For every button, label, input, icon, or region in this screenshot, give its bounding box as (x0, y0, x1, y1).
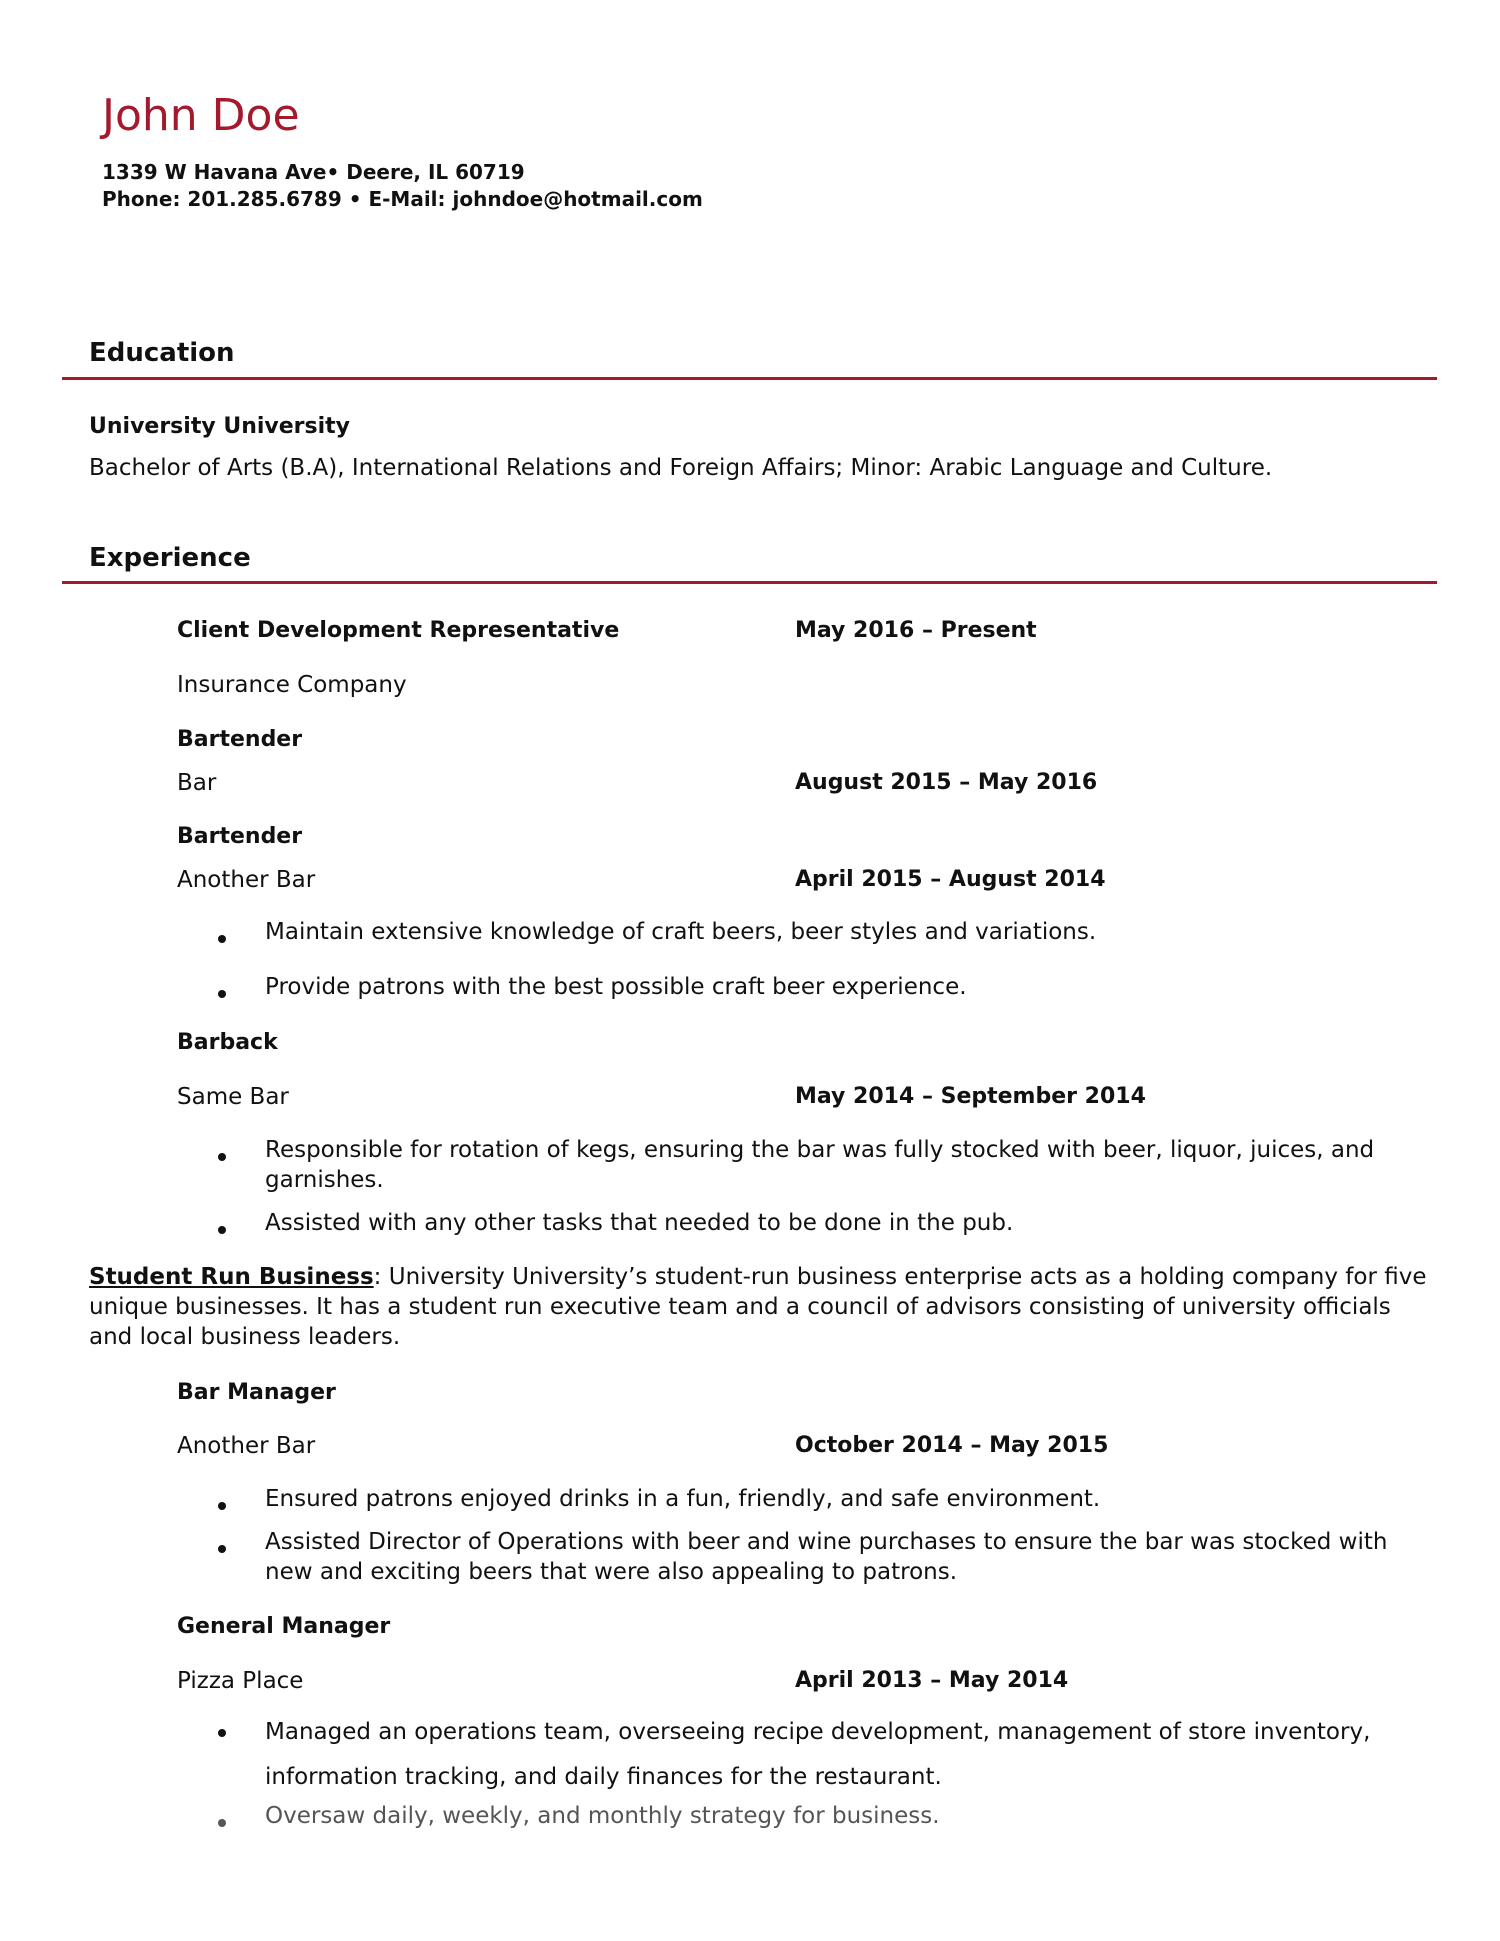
bullet-dot (218, 1226, 226, 1234)
bullet-text: Maintain extensive knowledge of craft beers, beer styles and variations. (265, 919, 1097, 945)
bullet-dot (218, 935, 226, 943)
resume-name: John Doe (102, 90, 300, 141)
student-business-text: : University University’s student-run business enterprise acts as a holding company for five unique businesses. It has a student run executive team and a council of advisors consisting of university officials and local business leaders. (89, 1264, 1427, 1350)
job-company: Bar (177, 770, 217, 796)
bullet-text: Assisted Director of Operations with beer and wine purchases to ensure the bar was stocked with new and exciting beers that were also appealing to patrons. (265, 1529, 1388, 1585)
bullet-dot (218, 1153, 226, 1161)
job-company: Another Bar (177, 1433, 316, 1459)
job-company: Pizza Place (177, 1668, 304, 1694)
job-dates: May 2014 – September 2014 (795, 1084, 1146, 1109)
job-dates: April 2015 – August 2014 (795, 867, 1106, 892)
bullet-dot (218, 1502, 226, 1510)
bullet-text: Oversaw daily, weekly, and monthly strategy for business. (265, 1803, 940, 1829)
student-business-paragraph (89, 1262, 1429, 1352)
job-title: General Manager (177, 1614, 391, 1639)
bullet-dot (218, 1545, 226, 1553)
bullet-dot (218, 1729, 226, 1737)
bullet-text: Ensured patrons enjoyed drinks in a fun, friendly, and safe environment. (265, 1486, 1101, 1512)
school-name: University University (89, 414, 351, 439)
job-dates: May 2016 – Present (795, 618, 1037, 643)
job-dates: October 2014 – May 2015 (795, 1433, 1109, 1458)
bullet-dot (218, 1819, 226, 1827)
phone-email-line: Phone: 201.285.6789 • E-Mail: johndoe@hotmail.com (102, 187, 703, 211)
job-company: Same Bar (177, 1084, 289, 1110)
degree-text: Bachelor of Arts (B.A), International Relations and Foreign Affairs; Minor: Arabic Language and Culture. (89, 455, 1273, 481)
job-dates: August 2015 – May 2016 (795, 770, 1098, 795)
job-title: Barback (177, 1030, 278, 1055)
job-dates: April 2013 – May 2014 (795, 1668, 1069, 1693)
education-divider (62, 377, 1437, 380)
bullet-text: Provide patrons with the best possible craft beer experience. (265, 974, 967, 1000)
address-line: 1339 W Havana Ave• Deere, IL 60719 (102, 160, 525, 184)
job-title: Bartender (177, 727, 303, 752)
experience-divider (62, 581, 1437, 584)
job-title: Client Development Representative (177, 618, 620, 643)
job-company: Another Bar (177, 867, 316, 893)
bullet-dot (218, 990, 226, 998)
experience-heading: Experience (89, 543, 251, 573)
job-company: Insurance Company (177, 672, 407, 698)
bullet-text: Assisted with any other tasks that needed to be done in the pub. (265, 1210, 1014, 1236)
student-business-lead: Student Run Business (89, 1264, 374, 1290)
education-heading: Education (89, 338, 235, 368)
bullet-text: Responsible for rotation of kegs, ensuring the bar was fully stocked with beer, liquor, juices, and garnishes. (265, 1137, 1375, 1193)
job-title: Bar Manager (177, 1380, 336, 1405)
bullet-text: Managed an operations team, overseeing recipe development, management of store inventory, information tracking, and daily finances for the restaurant. (265, 1719, 1371, 1790)
job-title: Bartender (177, 824, 303, 849)
